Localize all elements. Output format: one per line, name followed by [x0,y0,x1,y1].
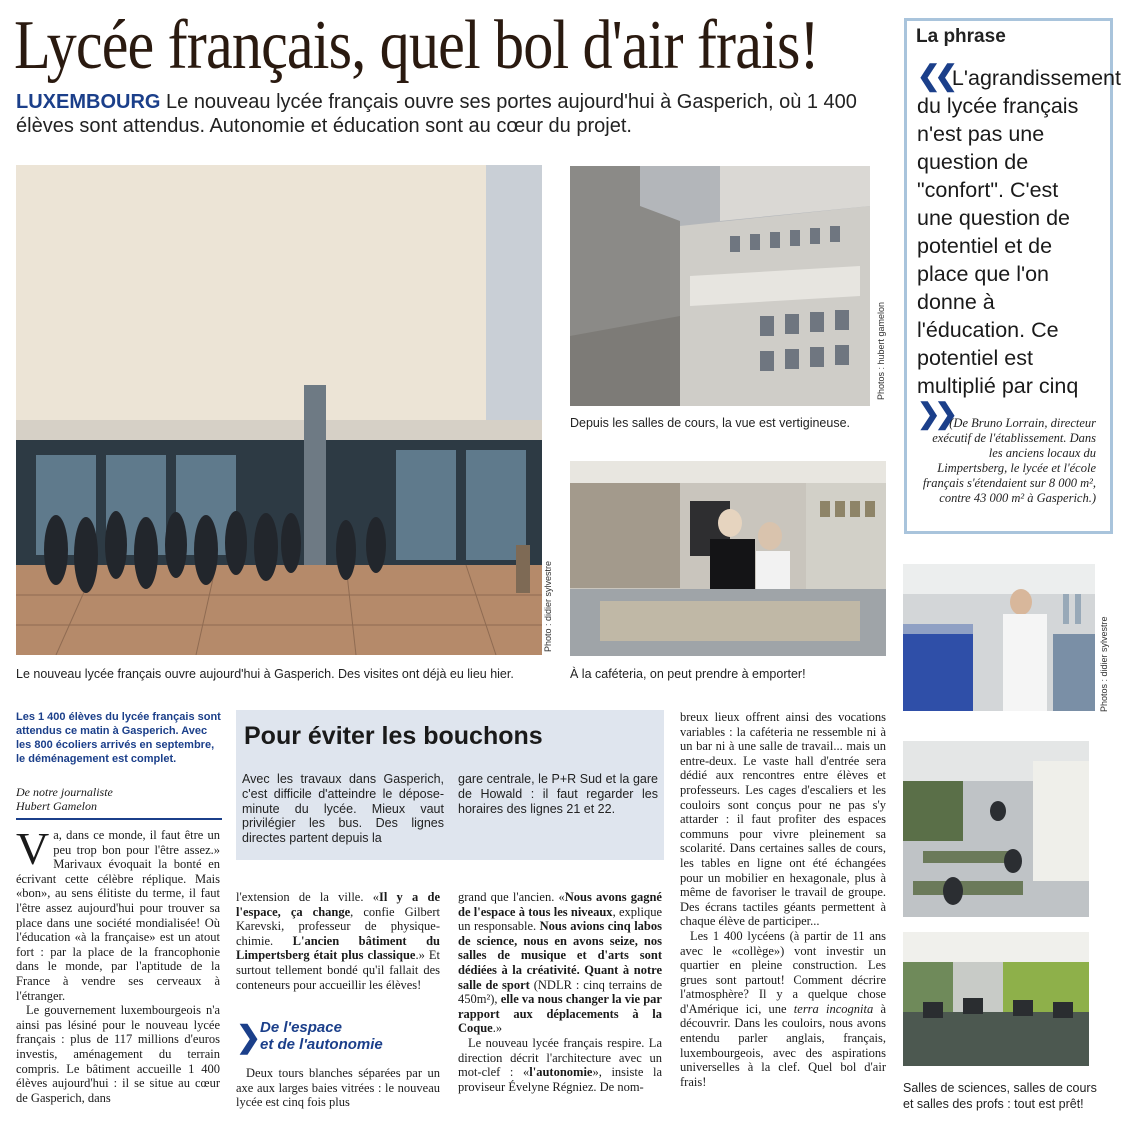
body-column-2 [236,890,440,992]
body-quote-bold: elle va nous changer la vie par rapport aux déplacements à la Coque [458,992,662,1036]
caption-building: Depuis les salles de cours, la vue est vertigineuse. [570,416,851,430]
quote-attribution: (De Bruno Lorrain, directeur exécutif de l'établissement. Dans les anciens locaux du Limpertsberg, le lycée et l'école français s'étendaient sur 8 000 m², contre 43 000 m² à Gasperich.) [922,416,1096,505]
body-quote-bold: Nous avions cinq labos de science, nous en avons seize, nos salles de musique et d'arts sont dédiées à la créativité. Quant à notre salle de sport [458,919,662,992]
caption-cafeteria: À la caféteria, on peut prendre à emporter! [570,667,806,681]
body-text: (NDLR : cinq terrains de 450m²), [458,977,663,1007]
photo-building [570,166,870,406]
body-text: Le nouveau lycée français respire. La direction décrit l'architecture avec un mot-clef : « [458,1035,662,1080]
body-paragraph: Deux tours blanches séparées par un axe aux larges baies vitrées : le nouveau lycée est cinq fois plus [236,1066,440,1110]
body-text: l'extension de la ville. « [236,890,379,904]
photo-classroom [903,741,1089,917]
photo-science-lab [903,564,1095,711]
deck-text: Le nouveau lycée français ouvre ses portes aujourd'hui à Gasperich, où 1 400 élèves sont attendus. Autonomie et éducation sont au cœur du projet. [16,91,857,137]
photo-credit-building: Photos : hubert gamelon [876,301,886,400]
body-paragraph: Le gouvernement luxembourgeois n'a ainsi pas lésiné pour le nouveau lycée français : plus de 117 millions d'euros investis, aménagement du terrain compris. Le bâtiment accueille 1 400 élèves aujourd'hui : il se situe au cœur de Gasperich, dans [16,1003,220,1105]
body-text: .» Et surtout tellement bondé qu'il fallait des conteneurs pour accueillir les élèves! [236,948,441,992]
subhead [260,1019,383,1053]
subhead-line: et de l'autonomie [260,1036,383,1053]
photo-cafeteria [570,461,886,656]
body-text: Les 1 400 lycéens (à partir de 11 ans avec le «collège») vont investir un quartier en pleine construction. Les grues sont partout! Comment décrire l'atmosphère? Il y a quelque chose d'Amérique ici, une [680,928,886,1016]
subhead-line: De l'espace [260,1019,342,1036]
body-text: .» [492,1021,503,1036]
byline-author: Hubert Gamelon [16,799,97,813]
body-quote-bold: Il y a de l'espace, ça change [236,890,440,919]
lede: Les 1 400 élèves du lycée français sont attendus ce matin à Gasperich. Avec les 800 écoliers arrivés en septembre, le déménagement est complet. [16,711,221,765]
body-quote-bold: Nous avons gagné de l'espace à tous les niveaux [458,890,662,919]
caption-classrooms: Salles de sciences, salles de cours et salles des profs : tout est prêt! [903,1081,1097,1111]
close-quote-icon: ❯❯ [917,398,952,429]
subhead-arrow-icon: ❯ [236,1020,262,1055]
sidebar-column-1: Avec les travaux dans Gasperich, c'est difficile d'atteindre le dépose-minute du lycée. Mieux vaut privilégier les bus. Des lignes directes partent depuis la [242,772,444,846]
body-text: , confie Gilbert Karevski, professeur de physique-chimie. [236,904,440,948]
body-column-3 [458,890,662,1094]
body-text: , explique un responsable. [458,904,663,934]
body-column-4 [680,710,886,1089]
quote-title: La phrase [916,26,1006,47]
caption-main: Le nouveau lycée français ouvre aujourd'hui à Gasperich. Des visites ont déjà eu lieu hier. [16,667,514,681]
quote-text [917,60,1121,430]
headline: Lycée français, quel bol d'air frais! [14,7,819,84]
photo-credit-main: Photo : didier sylvestre [543,560,553,652]
byline-rule [16,818,222,820]
photo-school-entrance [16,165,542,655]
deck [16,90,896,138]
body-text: grand que l'ancien. « [458,890,565,904]
body-quote-bold: L'ancien bâtiment du Limpertsberg était plus classique [236,933,440,963]
byline [16,785,222,813]
body-paragraph: a, dans ce monde, il faut être un peu trop bon pour l'être assez.» Marivaux évoquait la bonté en écrivant cette célèbre réplique. Mais «bon», au sens élitiste du terme, il faut l'être assez aujourd'hui pour trouver sa place dans une société mondialisée! Où l'éducation «à la française» est un atout fort : par la place de la francophonie dans le monde, par l'aptitude de la France à vendre ses cerveaux à l'étranger. [16,828,220,1003]
sidebar-column-2: gare centrale, le P+R Sud et la gare de Howald : il faut regarder les horaires des lignes 21 et 22. [458,772,658,816]
byline-line1: De notre journaliste [16,785,113,799]
body-text: », insiste la proviseur Évelyne Régniez. De nom- [458,1065,662,1094]
quote-body: L'agrandissement du lycée français n'est pas une question de "confort". C'est une question de potentiel et de place que l'on donne à l'éducation. Ce potentiel est multiplié par cinq [917,66,1121,398]
body-text: à découvrir. Dans les couloirs, nous avons entendu parler anglais, français, luxembourgeois, avec des aspirations universelles à la clef. Quel bol d'air frais! [680,1001,886,1089]
deck-kicker: LUXEMBOURG [16,91,161,113]
sidebar-title: Pour éviter les bouchons [244,722,543,750]
photo-credit-lab: Photos : didier sylvestre [1099,616,1109,712]
photo-staff-room [903,932,1089,1066]
body-column-2-cont [236,1066,440,1110]
drop-cap: V [16,823,50,874]
body-italic: terra incognita [793,1001,874,1016]
body-quote-bold: l'autonomie [529,1065,593,1080]
body-column-1 [16,823,220,1105]
open-quote-icon: ❮❮ [917,60,952,91]
body-paragraph: breux lieux offrent ainsi des vocations variables : la caféteria ne ressemble ni à un bar ni à une salle de travail... mais un entre-deux. Le vaste hall d'entrée sera dédié aux rencontres entre élèves et professeurs. Les cages d'escaliers et les couloirs sont conçus pour ne pas s'y attarder : il faut profiter des espaces communs pour vivre pleinement sa scolarité. Dans certaines salles de cours, les tables en ligne ont été échangées pour un mobilier en hexagonale, plus à même de favoriser le travail de groupe. Des écrans tactiles géants permettent à chaque élève de participer... [680,710,886,929]
